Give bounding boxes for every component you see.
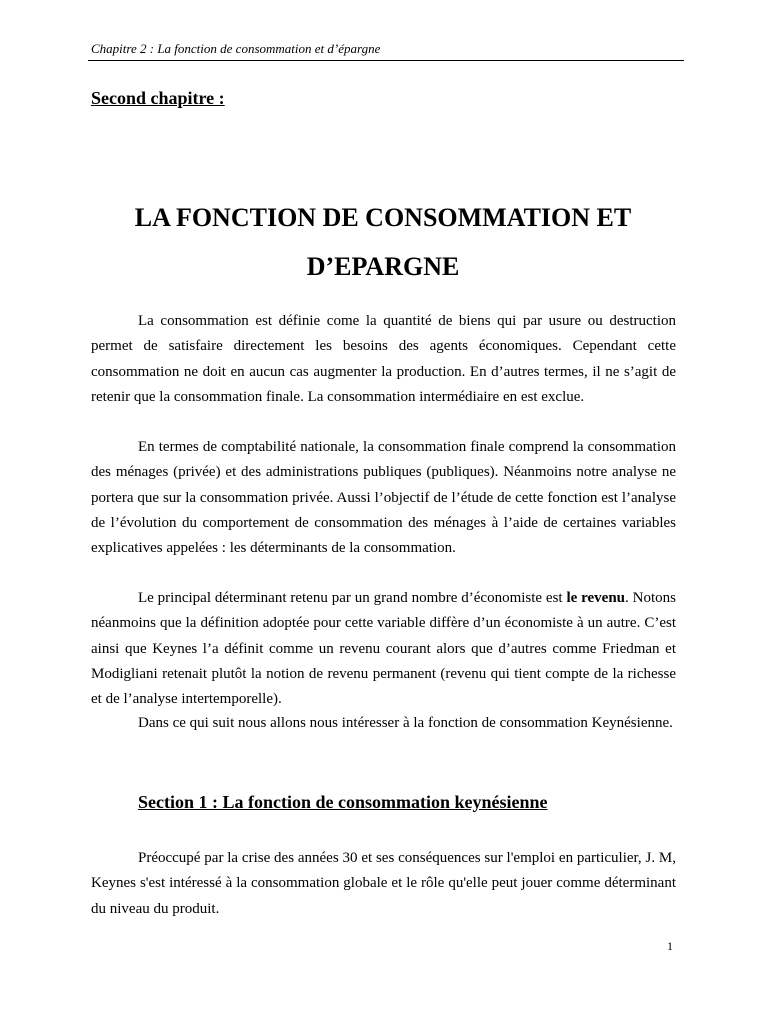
chapter-label: Second chapitre :	[91, 88, 225, 108]
chapter-title-line-1: LA FONCTION DE CONSOMMATION ET	[134, 203, 632, 232]
paragraph-definition: La consommation est définie come la quantité de biens qui par usure ou destruction permet de satisfaire directement les besoins des agents économiques. Cependant cette consommation ne doit en aucun cas augmenter la production. En d’autres termes, il ne s’agit de retenir que la consommation finale. La consommation intermédiaire en est exclue.	[91, 313, 676, 405]
paragraph-introduction-keynes: Dans ce qui suit nous allons nous intéresser à la fonction de consommation Keynésienne.	[138, 715, 673, 731]
section-title: Section 1 : La fonction de consommation keynésienne	[138, 792, 548, 812]
paragraph-national-accounting: En termes de comptabilité nationale, la consommation finale comprend la consommation des ménages (privée) et des administrations publiques (publiques). Néanmoins notre analyse ne portera que sur la consommation privée. Aussi l’objectif de l’étude de cette fonction est l’analyse de l’évolution du comportement de consommation des ménages à l’aide de certaines variables explicatives appelées : les déterminants de la consommation.	[91, 439, 676, 557]
chapter-title	[91, 193, 675, 291]
paragraph-keynes-crisis: Préoccupé par la crise des années 30 et ses conséquences sur l'emploi en particulier, J. M, Keynes s'est intéressé à la consommation globale et le rôle qu'elle peut jouer comme déterminant du niveau du produit.	[91, 850, 676, 917]
paragraph-main-determinant-text-end: . Notons néanmoins que la définition adoptée pour cette variable diffère d’un économiste à un autre. C’est ainsi que Keynes l’a définit comme un revenu courant alors que d’autres comme Friedman et Modigliani retenait plutôt la notion de revenu permanent (revenu qui tient compte de la richesse et de l’analyse intertemporelle).	[91, 590, 676, 708]
chapter-title-line-2: D’EPARGNE	[306, 252, 460, 281]
header-rule	[88, 60, 684, 61]
running-header: Chapitre 2 : La fonction de consommation et d’épargne	[91, 41, 381, 56]
paragraph-main-determinant	[91, 586, 676, 712]
page-number: 1	[667, 939, 673, 953]
emphasis-revenu: le revenu	[566, 590, 626, 606]
paragraph-main-determinant-text-start: Le principal déterminant retenu par un grand nombre d’économiste est	[138, 590, 567, 606]
